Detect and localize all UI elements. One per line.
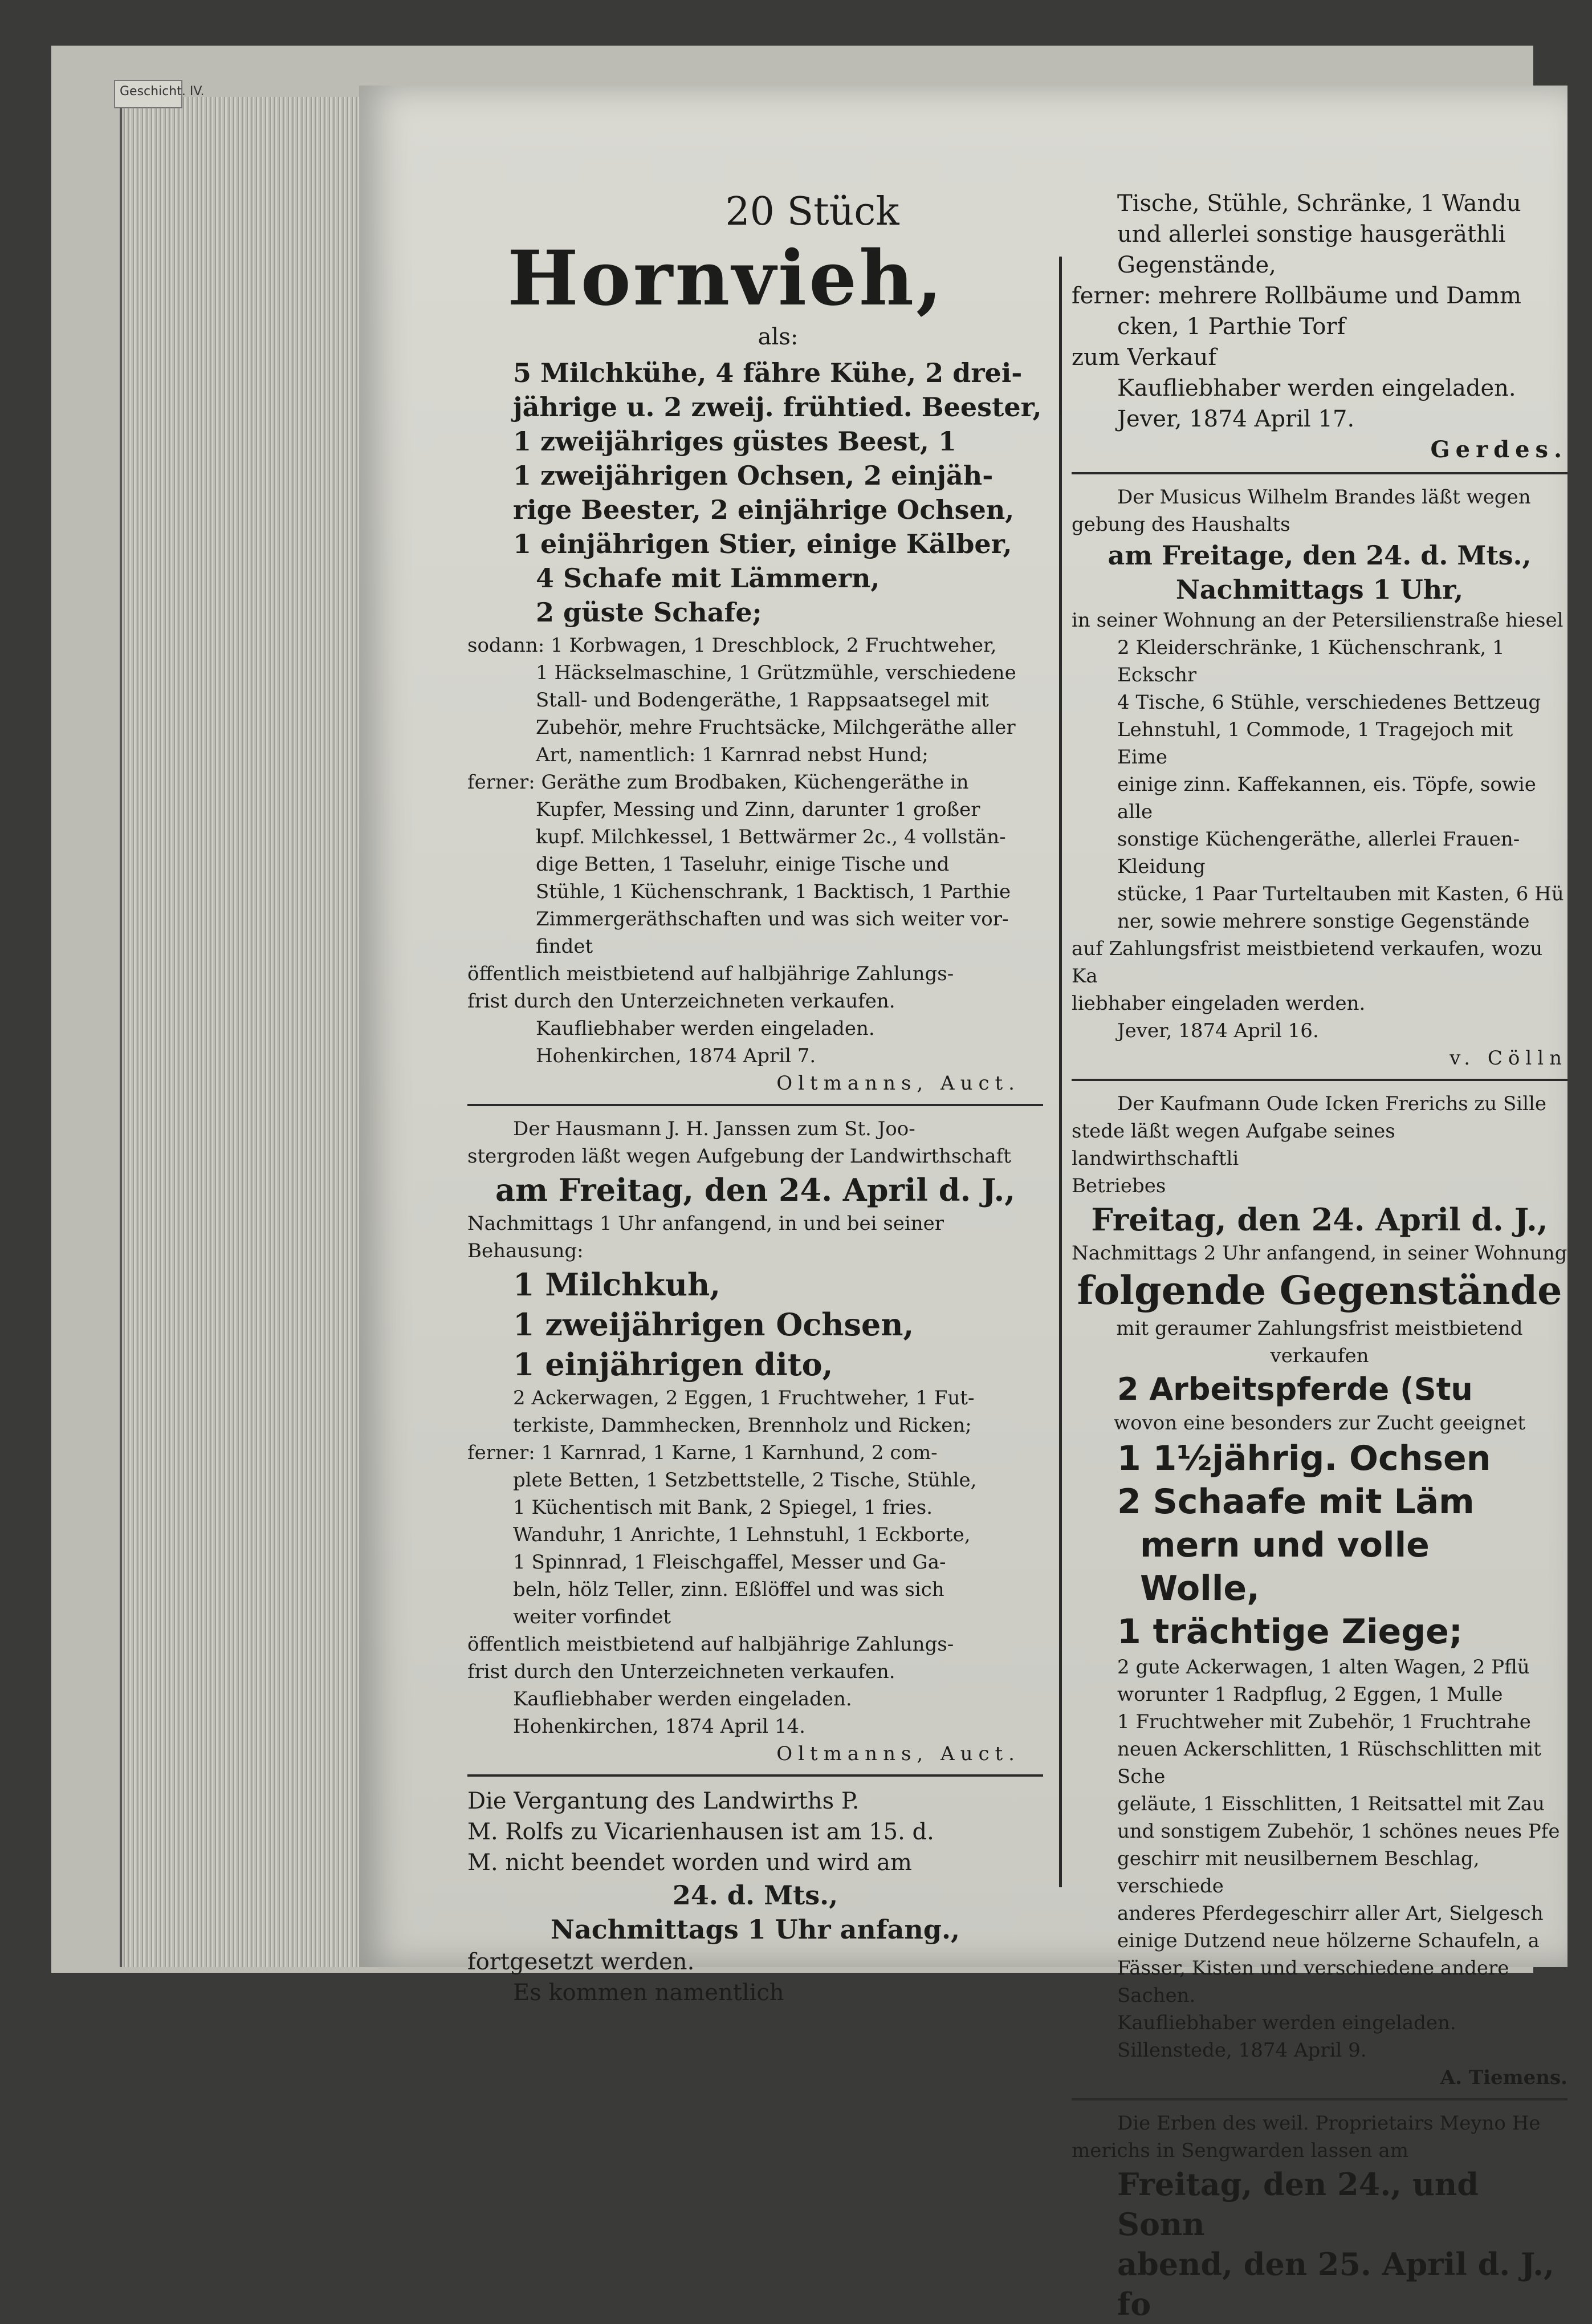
animal-line: 5 Milchkühe, 4 fähre Kühe, 2 drei- (513, 357, 1023, 388)
ad-line: ferner: mehrere Rollbäume und Damm (1072, 283, 1521, 309)
item-line: Kaufliebhaber werden eingeladen. (1117, 2012, 1456, 2034)
signature-gerdes: Gerdes. (1430, 436, 1567, 463)
animal-line: 1 zweijährigen Ochsen, 2 einjäh- (513, 460, 994, 491)
ad-line: M. nicht beendet worden und wird am (467, 1850, 912, 1876)
ad-erben (1072, 2110, 1567, 2324)
item-line: Zimmergeräthschaften und was sich weiter vor- (536, 908, 1009, 931)
ad-gerdes (1072, 188, 1567, 465)
item-line: in seiner Wohnung an der Petersilienstraße hiesel (1072, 609, 1564, 632)
item-line: auf Zahlungsfrist meistbietend verkaufen, wozu Ka (1072, 937, 1543, 988)
closing-line: öffentlich meistbietend auf halbjährige Zahlungs- (467, 1633, 954, 1656)
item-line: anderes Pferdegeschirr aller Art, Sielgesch (1117, 1902, 1544, 1925)
item-line: 1 Spinnrad, 1 Fleischgaffel, Messer und Ga- (513, 1551, 946, 1574)
item-line: ferner: Geräthe zum Brodbaken, Küchengeräthe in (467, 771, 969, 794)
ad-frerichs-items (1072, 1653, 1567, 2091)
item-line: 4 Tische, 6 Stühle, verschiedenes Bettzeug (1117, 691, 1541, 714)
items-subheading: mit geraumer Zahlungsfrist meistbietend verkaufen (1116, 1317, 1523, 1367)
ad-line: und allerlei sonstige hausgeräthli (1117, 221, 1506, 247)
intro-line: stede läßt wegen Aufgabe seines landwirthschaftli (1072, 1120, 1395, 1170)
ad-line: Kaufliebhaber werden eingeladen. (1117, 375, 1516, 401)
big-item: 1 zweijährigen Ochsen, (513, 1306, 914, 1343)
auction-date: Freitag, den 24. April d. J., (1091, 1201, 1548, 1238)
ad-line: M. Rolfs zu Vicarienhausen ist am 15. d. (467, 1819, 934, 1845)
big-item: 1 1½jährig. Ochsen (1117, 1439, 1491, 1478)
animal-line: 1 einjährigen Stier, einige Kälber, (513, 529, 1012, 559)
item-line: Stall- und Bodengeräthe, 1 Rappsaatsegel mit (536, 689, 989, 712)
intro-line: Der Kaufmann Oude Icken Frerichs zu Sille (1117, 1092, 1547, 1115)
item-line: Stühle, 1 Küchenschrank, 1 Backtisch, 1 Parthie (536, 880, 1011, 903)
item-line: Fässer, Kisten und verschiedene andere Sachen. (1117, 1957, 1509, 2007)
animal-line: rige Beester, 2 einjährige Ochsen, (513, 494, 1015, 525)
item-line: liebhaber eingeladen werden. (1072, 992, 1366, 1015)
closing-line: öffentlich meistbietend auf halbjährige Zahlungs- (467, 962, 954, 985)
auction-time: Nachmittags 2 Uhr anfangend, in seiner Wohnung (1072, 1242, 1567, 1265)
item-line: 2 Kleiderschränke, 1 Küchenschrank, 1 Eckschr (1117, 636, 1505, 686)
big-item: 1 Milchkuh, (513, 1266, 721, 1303)
horses-line: 2 Arbeitspferde (Stu (1117, 1371, 1473, 1407)
ad-janssen-items (467, 1384, 1043, 1631)
separator (1072, 1079, 1567, 1081)
ad-brandes (1072, 484, 1567, 1072)
ad-line: Die Vergantung des Landwirths P. (467, 1788, 860, 1814)
item-line: sodann: 1 Korbwagen, 1 Dreschblock, 2 Fruchtweher, (467, 634, 997, 657)
ad-date: 24. d. Mts., (672, 1880, 838, 1911)
index-tab: Geschicht. IV. (114, 80, 182, 108)
item-line: geschirr mit neusilbernem Beschlag, verschiede (1117, 1847, 1480, 1898)
closing-1 (467, 960, 1043, 1097)
ad-line: cken, 1 Parthie Torf (1117, 314, 1346, 340)
closing-line: Hohenkirchen, 1874 April 7. (536, 1045, 816, 1067)
column-divider (1059, 257, 1062, 1887)
separator (1072, 472, 1567, 474)
big-item: 2 Schaafe mit Läm (1117, 1482, 1475, 1522)
horses-note: wovon eine besonders zur Zucht geeignet (1113, 1412, 1525, 1435)
item-line: und sonstigem Zubehör, 1 schönes neues Pfe (1117, 1820, 1560, 1843)
intro-line: Betriebes (1072, 1175, 1166, 1197)
intro-line: Die Erben des weil. Proprietairs Meyno He (1117, 2112, 1541, 2135)
ad-time: Nachmittags 1 Uhr anfang., (550, 1914, 960, 1945)
big-item: 1 trächtige Ziege; (1117, 1612, 1463, 1652)
intro-line: Der Hausmann J. H. Janssen zum St. Joo- (513, 1118, 915, 1140)
book-page-edges (120, 97, 361, 1967)
item-line: weiter vorfindet (513, 1606, 671, 1628)
item-line: ferner: 1 Karnrad, 1 Karne, 1 Karnhund, 2 com- (467, 1441, 938, 1464)
als-label: als: (758, 324, 799, 350)
signature-oltmanns-1: Oltmanns, Auct. (776, 1072, 1020, 1095)
item-line: dige Betten, 1 Taseluhr, einige Tische und (536, 853, 950, 876)
item-line: einige Dutzend neue hölzerne Schaufeln, a (1117, 1929, 1540, 1952)
auction-date: abend, den 25. April d. J., fo (1117, 2246, 1554, 2322)
animal-list (467, 356, 1043, 629)
item-line: Sillenstede, 1874 April 9. (1117, 2039, 1367, 2062)
ad-line: Jever, 1874 April 17. (1117, 406, 1355, 432)
item-line: Kupfer, Messing und Zinn, darunter 1 großer (536, 798, 980, 821)
auction-date: am Freitag, den 24. April d. J., (495, 1172, 1016, 1208)
separator (467, 1774, 1043, 1777)
ad-line: fortgesetzt werden. (467, 1949, 695, 1975)
item-line: Jever, 1874 April 16. (1117, 1019, 1319, 1042)
big-item: Wolle, (1140, 1569, 1260, 1608)
ad-janssen-big (467, 1265, 1043, 1384)
ad-line: Gegenstände, (1117, 252, 1276, 278)
item-line: 1 Fruchtweher mit Zubehör, 1 Fruchtrahe (1117, 1711, 1531, 1733)
time-line: Behausung: (467, 1240, 584, 1262)
signature-coelln: v. Cölln (1450, 1047, 1567, 1070)
ad-line: Tische, Stühle, Schränke, 1 Wandu (1117, 190, 1521, 217)
left-column (467, 188, 1043, 2008)
animal-line: 2 güste Schafe; (536, 597, 762, 628)
item-line: 2 gute Ackerwagen, 1 alten Wagen, 2 Pflü (1117, 1656, 1530, 1679)
item-line: Zubehör, mehre Fruchtsäcke, Milchgeräthe aller (536, 716, 1016, 739)
item-line: 2 Ackerwagen, 2 Eggen, 1 Fruchtweher, 1 Fut- (513, 1387, 975, 1409)
item-line: stücke, 1 Paar Turteltauben mit Kasten, 6 Hü (1117, 883, 1564, 905)
ad-frerichs (1072, 1090, 1567, 1437)
right-column (1072, 188, 1567, 2322)
closing-line: Hohenkirchen, 1874 April 14. (513, 1715, 805, 1738)
sodann-list (467, 632, 1043, 960)
item-line: neuen Ackerschlitten, 1 Rüschschlitten mit Sche (1117, 1738, 1541, 1788)
intro-line: Der Musicus Wilhelm Brandes läßt wegen (1117, 486, 1531, 509)
animal-line: jährige u. 2 zweij. frühtied. Beester, (513, 392, 1042, 422)
item-line: beln, hölz Teller, zinn. Eßlöffel und was sich (513, 1578, 944, 1601)
signature-tiemens: A. Tiemens. (1440, 2066, 1567, 2089)
item-line: ner, sowie mehrere sonstige Gegenstände (1117, 910, 1530, 933)
item-line: Wanduhr, 1 Anrichte, 1 Lehnstuhl, 1 Eckborte, (513, 1523, 971, 1546)
intro-line: gebung des Haushalts (1072, 513, 1290, 536)
item-line: einige zinn. Kaffekannen, eis. Töpfe, sowie alle (1117, 773, 1536, 823)
ad-line: Es kommen namentlich (513, 1980, 784, 2006)
ad-rolfs (467, 1786, 1043, 2008)
closing-line: Kaufliebhaber werden eingeladen. (536, 1017, 875, 1040)
auction-date: am Freitage, den 24. d. Mts., (1108, 540, 1532, 571)
big-item: mern und volle (1140, 1525, 1430, 1565)
animal-line: 1 zweijähriges güstes Beest, 1 (513, 426, 956, 457)
intro-line: merichs in Sengwarden lassen am (1072, 2139, 1408, 2162)
ad-janssen (467, 1115, 1043, 1265)
hornvieh-heading: Hornvieh, (507, 234, 945, 323)
closing-2 (467, 1631, 1043, 1768)
auction-time: Nachmittags 1 Uhr, (1175, 574, 1464, 605)
stueck-heading: 20 Stück (725, 189, 899, 234)
item-line: 1 Häckselmaschine, 1 Grützmühle, verschiedene (536, 661, 1016, 684)
item-line: Art, namentlich: 1 Karnrad nebst Hund; (536, 743, 929, 766)
items-heading: folgende Gegenstände (1077, 1268, 1562, 1314)
item-line: sonstige Küchengeräthe, allerlei Frauen-Kleidung (1117, 828, 1520, 878)
big-item: 1 einjährigen dito, (513, 1346, 833, 1383)
ad-frerichs-big (1072, 1437, 1567, 1653)
intro-line: stergroden läßt wegen Aufgebung der Landwirthschaft (467, 1145, 1011, 1168)
item-line: plete Betten, 1 Setzbettstelle, 2 Tische, Stühle, (513, 1469, 977, 1492)
animal-line: 4 Schafe mit Lämmern, (536, 563, 880, 594)
item-line: terkiste, Dammhecken, Brennholz und Ricken; (513, 1414, 972, 1437)
auction-date: Freitag, den 24., und Sonn (1117, 2166, 1479, 2242)
newspaper-page (359, 86, 1567, 2322)
separator (467, 1104, 1043, 1106)
signature-oltmanns-2: Oltmanns, Auct. (776, 1742, 1020, 1765)
ad-line: zum Verkauf (1072, 344, 1217, 371)
item-line: kupf. Milchkessel, 1 Bettwärmer 2c., 4 vollstän- (536, 826, 1006, 848)
item-line: geläute, 1 Eisschlitten, 1 Reitsattel mit Zau (1117, 1793, 1545, 1815)
closing-line: frist durch den Unterzeichneten verkaufen. (467, 1660, 895, 1683)
item-line: findet (536, 935, 593, 958)
closing-line: Kaufliebhaber werden eingeladen. (513, 1688, 852, 1711)
item-line: 1 Küchentisch mit Bank, 2 Spiegel, 1 fries. (513, 1496, 933, 1519)
item-line: Lehnstuhl, 1 Commode, 1 Tragejoch mit Eime (1117, 718, 1513, 769)
closing-line: frist durch den Unterzeichneten verkaufen. (467, 990, 895, 1013)
time-line: Nachmittags 1 Uhr anfangend, in und bei seiner (467, 1212, 944, 1235)
item-line: worunter 1 Radpflug, 2 Eggen, 1 Mulle (1117, 1683, 1503, 1706)
separator (1072, 2098, 1567, 2100)
